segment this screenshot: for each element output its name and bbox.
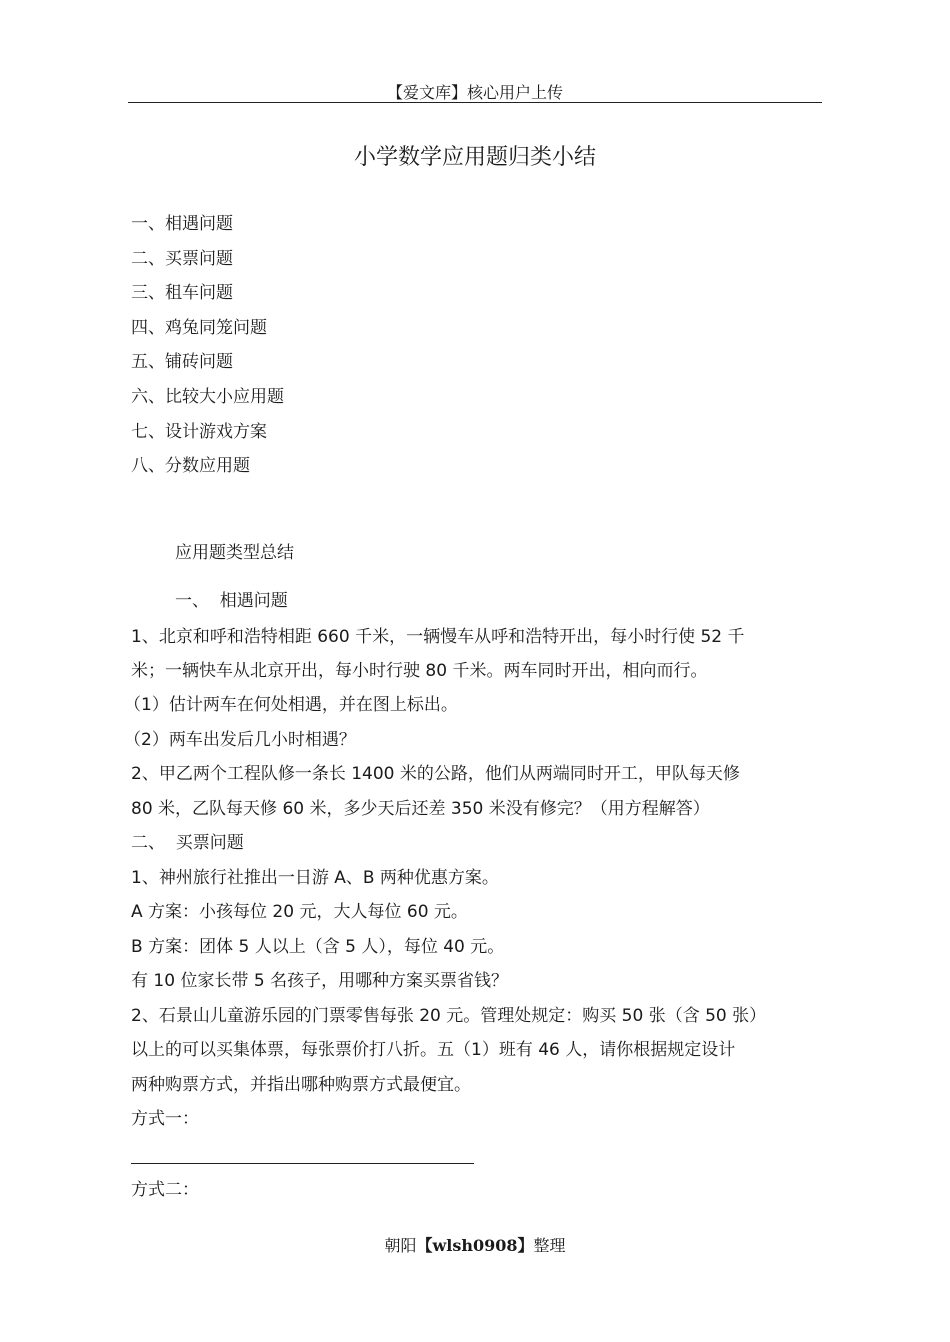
problem-4-line-1: 2、石景山儿童游乐园的门票零售每张 20 元。管理处规定：购买 50 张（含 50 张）: [131, 1006, 767, 1026]
problem-1-line-1: 1、北京和呼和浩特相距 660 千米，一辆慢车从呼和浩特开出，每小时行使 52 千: [131, 627, 745, 647]
toc-item: 三、租车问题: [131, 283, 233, 304]
toc-item: 六、比较大小应用题: [131, 386, 284, 407]
footer-prefix: 朝阳: [384, 1236, 417, 1255]
problem-2-line-1: 2、甲乙两个工程队修一条长 1400 米的公路，他们从两端同时开工，甲队每天修: [131, 764, 740, 784]
toc-item: 二、买票问题: [131, 248, 233, 269]
toc-item: 七、设计游戏方案: [131, 421, 267, 442]
answer-blank-line: [131, 1163, 474, 1164]
toc-item: 四、鸡兔同笼问题: [131, 317, 267, 338]
problem-2-line-2: 80 米，乙队每天修 60 米，多少天后还差 350 米没有修完？（用方程解答）: [131, 799, 710, 819]
section-heading-meeting: 一、 相遇问题: [175, 591, 288, 611]
header-rule: [128, 102, 822, 103]
document-title: 小学数学应用题归类小结: [353, 145, 596, 170]
page-header: 【爱文库】核心用户上传: [386, 83, 563, 102]
footer-user: 【wlsh0908】: [416, 1236, 534, 1255]
problem-4-line-2: 以上的可以买集体票，每张票价打八折。五（1）班有 46 人，请你根据规定设计: [131, 1040, 736, 1060]
problem-3-line-2: A 方案：小孩每位 20 元，大人每位 60 元。: [131, 902, 468, 922]
footer-suffix: 整理: [533, 1236, 566, 1255]
toc-item: 一、相遇问题: [131, 214, 233, 234]
problem-1-question-1: （1）估计两车在何处相遇，并在图上标出。: [124, 695, 458, 715]
method-2-label: 方式二：: [131, 1180, 199, 1200]
problem-4-line-3: 两种购票方式，并指出哪种购票方式最便宜。: [131, 1075, 471, 1095]
toc-item: 五、铺砖问题: [131, 352, 233, 373]
table-of-contents: [131, 210, 284, 487]
problem-3-line-4: 有 10 位家长带 5 名孩子，用哪种方案买票省钱？: [131, 971, 509, 991]
problem-3-line-3: B 方案：团体 5 人以上（含 5 人），每位 40 元。: [131, 937, 505, 957]
summary-title: 应用题类型总结: [175, 543, 294, 563]
section-heading-tickets: 二、 买票问题: [131, 833, 244, 853]
problem-3-line-1: 1、神州旅行社推出一日游 A、B 两种优惠方案。: [131, 868, 499, 888]
toc-item: 八、分数应用题: [131, 456, 250, 477]
problem-1-question-2: （2）两车出发后几小时相遇？: [124, 730, 356, 750]
method-1-label: 方式一：: [131, 1109, 199, 1129]
page-footer: [0, 1233, 950, 1256]
problem-1-line-2: 米；一辆快车从北京开出，每小时行驶 80 千米。两车同时开出，相向而行。: [131, 661, 708, 681]
